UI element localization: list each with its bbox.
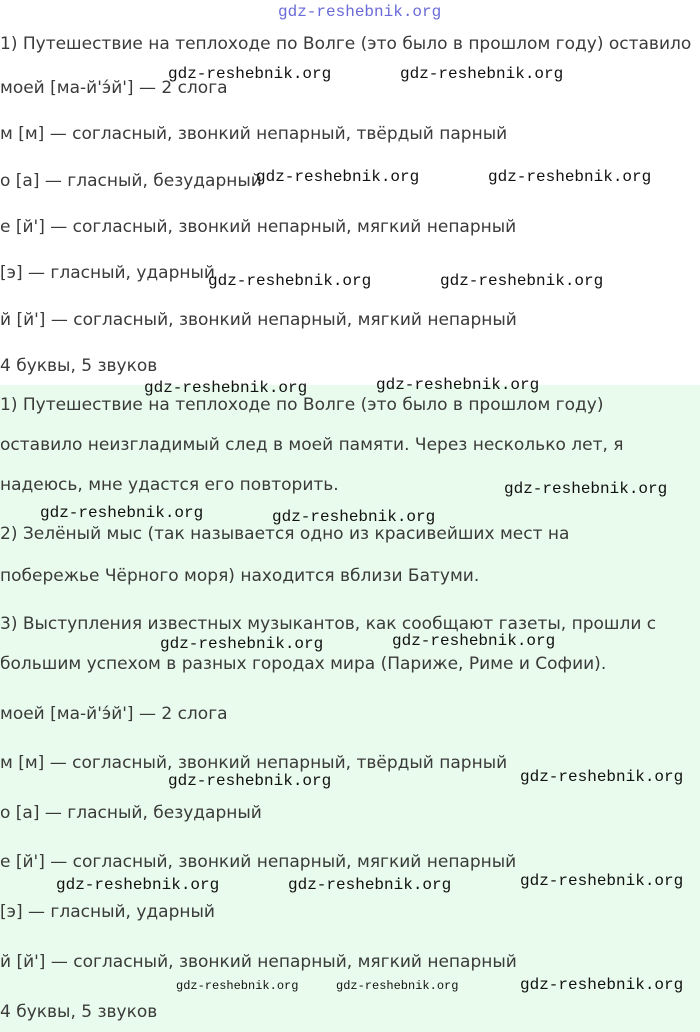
watermark: gdz-reshebnik.org <box>168 65 332 83</box>
text-line: 1) Путешествие на теплоходе по Волге (это было в прошлом году) <box>0 395 604 415</box>
watermark: gdz-reshebnik.org <box>256 168 420 186</box>
watermark: gdz-reshebnik.org <box>520 976 684 994</box>
watermark: gdz-reshebnik.org <box>392 632 556 650</box>
text-line: м [м] — согласный, звонкий непарный, твёрдый парный <box>0 753 508 773</box>
watermark: gdz-reshebnik.org <box>504 480 668 498</box>
watermark: gdz-reshebnik.org <box>520 872 684 890</box>
watermark: gdz-reshebnik.org <box>278 3 442 21</box>
text-line: большим успехом в разных городах мира (Париже, Риме и Софии). <box>0 654 607 674</box>
watermark: gdz-reshebnik.org <box>440 272 604 290</box>
watermark: gdz-reshebnik.org <box>488 168 652 186</box>
watermark: gdz-reshebnik.org <box>336 979 459 993</box>
text-line: е [й'] — согласный, звонкий непарный, мягкий непарный <box>0 217 517 237</box>
text-line: 4 буквы, 5 звуков <box>0 356 158 376</box>
watermark: gdz-reshebnik.org <box>520 768 684 786</box>
watermark: gdz-reshebnik.org <box>208 272 372 290</box>
text-line: 3) Выступления известных музыкантов, как сообщают газеты, прошли с <box>0 614 657 634</box>
watermark: gdz-reshebnik.org <box>376 376 540 394</box>
text-line: надеюсь, мне удастся его повторить. <box>0 475 339 495</box>
text-line: 4 буквы, 5 звуков <box>0 1002 158 1022</box>
text-line: побережье Чёрного моря) находится вблизи Батуми. <box>0 566 480 586</box>
text-line: моей [ма-й'э́й'] — 2 слога <box>0 704 228 724</box>
watermark: gdz-reshebnik.org <box>288 876 452 894</box>
text-line: о [а] — гласный, безударный <box>0 171 262 191</box>
text-line: моей [ма-й'э́й'] — 2 слога <box>0 78 228 98</box>
watermark: gdz-reshebnik.org <box>176 979 299 993</box>
text-line: й [й'] — согласный, звонкий непарный, мягкий непарный <box>0 310 517 330</box>
text-line: о [а] — гласный, безударный <box>0 803 262 823</box>
watermark: gdz-reshebnik.org <box>168 772 332 790</box>
text-line: й [й'] — согласный, звонкий непарный, мягкий непарный <box>0 952 517 972</box>
text-line: е [й'] — согласный, звонкий непарный, мягкий непарный <box>0 852 517 872</box>
text-line: [э] — гласный, ударный <box>0 263 215 283</box>
watermark: gdz-reshebnik.org <box>144 379 308 397</box>
text-line: м [м] — согласный, звонкий непарный, твёрдый парный <box>0 124 508 144</box>
watermark: gdz-reshebnik.org <box>400 65 564 83</box>
text-line: оставило неизгладимый след в моей памяти. Через несколько лет, я <box>0 435 624 455</box>
watermark: gdz-reshebnik.org <box>160 635 324 653</box>
watermark: gdz-reshebnik.org <box>40 504 204 522</box>
text-line: [э] — гласный, ударный <box>0 902 215 922</box>
watermark: gdz-reshebnik.org <box>56 876 220 894</box>
watermark: gdz-reshebnik.org <box>272 508 436 526</box>
text-line: 1) Путешествие на теплоходе по Волге (это было в прошлом году) оставило <box>0 34 692 54</box>
text-line: 2) Зелёный мыс (так называется одно из красивейших мест на <box>0 524 570 544</box>
